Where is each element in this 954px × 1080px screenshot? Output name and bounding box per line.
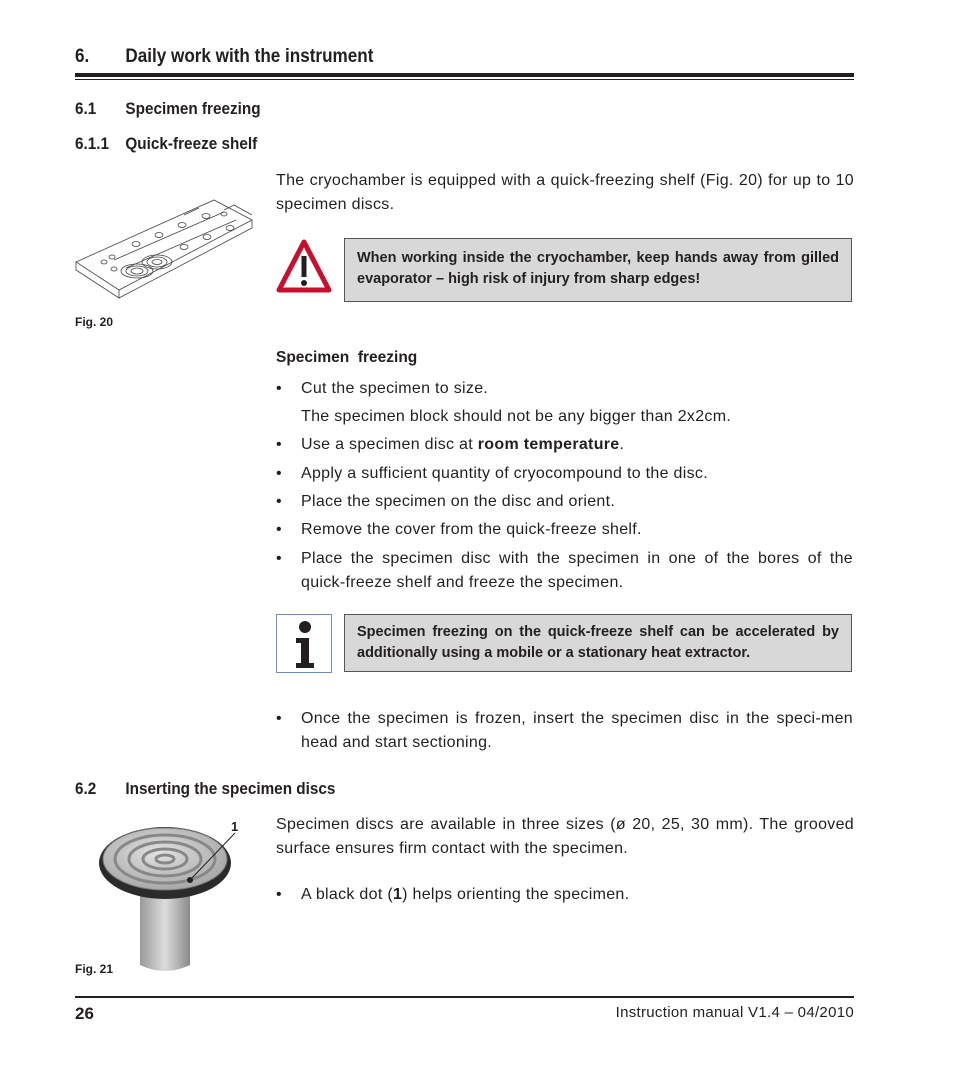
text-segment: ) helps orienting the specimen. <box>402 886 630 903</box>
list-item-text: Cut the specimen to size. <box>301 380 489 397</box>
bullet: • <box>276 436 282 453</box>
subsection-title: Quick-freeze shelf <box>125 134 258 153</box>
section-heading <box>75 46 373 68</box>
list-item <box>276 462 906 486</box>
warning-text: When working inside the cryochamber, keep hands away from gilled evaporator – high risk of injury from sharp edges! <box>357 250 839 287</box>
footer-rule <box>75 996 854 998</box>
bullet: • <box>276 521 282 538</box>
list-item <box>276 883 906 907</box>
subsection-number: 6.2 <box>75 779 97 798</box>
freezing-heading: Specimen freezing <box>276 349 418 366</box>
list-item <box>276 433 906 457</box>
list-item <box>276 518 906 542</box>
info-icon <box>276 614 332 674</box>
bullet: • <box>276 465 282 482</box>
subsection-number: 6.1.1 <box>75 134 110 153</box>
section-number: 6. <box>75 46 90 67</box>
discs-paragraph: Specimen discs are available in three sizes (ø 20, 25, 30 mm). The grooved surface ensures firm contact with the specimen. <box>276 816 854 857</box>
emphasis-text: room temperature <box>477 436 620 453</box>
info-text: Specimen freezing on the quick-freeze shelf can be accelerated by additionally using a mobile or a stationary heat extractor. <box>357 624 839 661</box>
bullet: • <box>276 493 282 510</box>
list-item <box>276 707 906 755</box>
figure-label-21: Fig. 21 <box>75 962 114 976</box>
bullet: • <box>276 710 282 727</box>
figure-label-20: Fig. 20 <box>75 315 114 329</box>
list-item <box>276 547 906 595</box>
subsection-heading-6-1-1 <box>75 134 257 154</box>
callout-1: 1 <box>231 819 239 834</box>
emphasis-text: 1 <box>392 886 403 903</box>
text-segment: Use a specimen disc at <box>301 436 478 453</box>
list-item-text: Remove the cover from the quick-freeze shelf. <box>301 521 642 538</box>
list-item-text: Once the specimen is frozen, insert the specimen disc in the speci-men head and start sectioning. <box>301 710 853 751</box>
bullet: • <box>276 550 282 567</box>
subsection-title: Specimen freezing <box>125 99 261 118</box>
list-item <box>276 490 906 514</box>
list-item <box>276 377 906 401</box>
quick-freeze-shelf-illustration <box>74 190 254 300</box>
warning-box <box>344 238 852 302</box>
bullet: • <box>276 886 282 903</box>
list-item-text <box>301 433 906 457</box>
page-number: 26 <box>75 1004 94 1023</box>
specimen-disc-illustration <box>95 815 245 980</box>
list-item-text: Apply a sufficient quantity of cryocompound to the disc. <box>301 465 708 482</box>
manual-version: Instruction manual V1.4 – 04/2010 <box>615 1004 854 1021</box>
list-item-note: The specimen block should not be any bigger than 2x2cm. <box>301 408 732 425</box>
intro-paragraph: The cryochamber is equipped with a quick-freezing shelf (Fig. 20) for up to 10 specimen discs. <box>276 172 854 213</box>
bullet: • <box>276 380 282 397</box>
subsection-heading-6-1 <box>75 99 261 119</box>
list-item-text: Place the specimen on the disc and orient. <box>301 493 616 510</box>
heading-rule-thin <box>75 79 854 80</box>
section-title: Daily work with the instrument <box>125 46 374 67</box>
list-item-text <box>301 883 906 907</box>
warning-triangle-icon <box>276 238 332 294</box>
info-box <box>344 614 852 672</box>
list-item-text: Place the specimen disc with the specimen in one of the bores of the quick-freeze shelf and freeze the specimen. <box>301 550 853 591</box>
heading-rule <box>75 73 854 77</box>
text-segment: A black dot ( <box>301 886 393 903</box>
subsection-number: 6.1 <box>75 99 97 118</box>
text-segment: . <box>619 436 625 453</box>
subsection-title: Inserting the specimen discs <box>125 779 336 798</box>
subsection-heading-6-2 <box>75 779 335 799</box>
